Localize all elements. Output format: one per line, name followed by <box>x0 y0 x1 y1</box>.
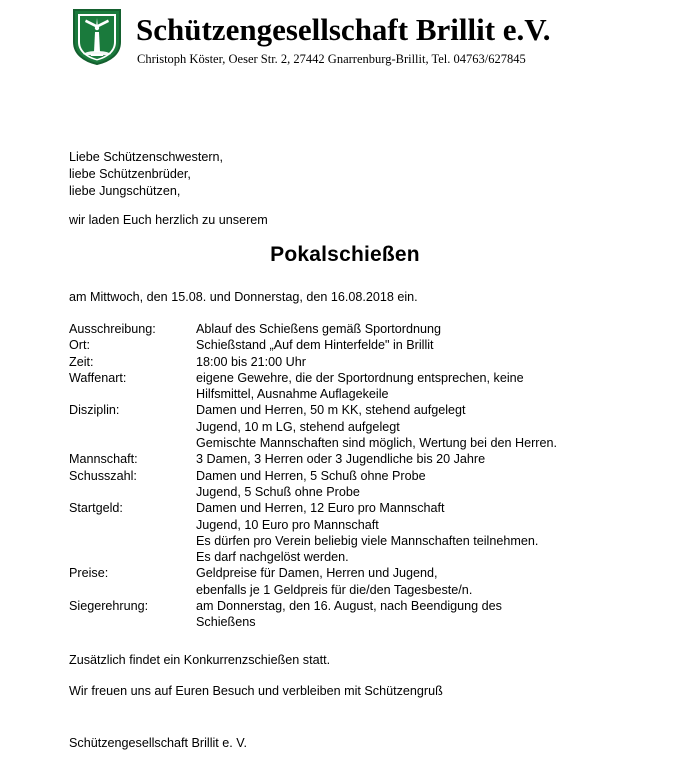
detail-value-line: Damen und Herren, 5 Schuß ohne Probe <box>196 468 426 483</box>
detail-row <box>69 598 629 631</box>
detail-row <box>69 321 629 337</box>
detail-label: Disziplin: <box>69 403 120 418</box>
event-details-table <box>69 321 629 631</box>
detail-value-line: Geldpreise für Damen, Herren und Jugend, <box>196 566 438 581</box>
detail-value-line: Ablauf des Schießens gemäß Sportordnung <box>196 322 442 336</box>
closing-greeting: Wir freuen uns auf Euren Besuch und verbleiben mit Schützengruß <box>69 684 443 698</box>
detail-value-line: Damen und Herren, 12 Euro pro Mannschaft <box>196 501 445 516</box>
detail-row <box>69 354 629 370</box>
detail-value-line: Jugend, 10 Euro pro Mannschaft <box>196 517 379 532</box>
shooting-club-crest-icon <box>72 8 122 66</box>
detail-value-line: Es darf nachgelöst werden. <box>196 550 349 565</box>
invitation-intro: wir laden Euch herzlich zu unserem <box>69 213 268 227</box>
detail-value-line: Hilfsmittel, Ausnahme Auflagekeile <box>196 387 389 402</box>
detail-value-line: 3 Damen, 3 Herren oder 3 Jugendliche bis 20 Jahre <box>196 452 486 467</box>
event-dateline: am Mittwoch, den 15.08. und Donnerstag, den 16.08.2018 ein. <box>69 290 418 304</box>
salutation-line-3: liebe Jungschützen, <box>69 184 181 198</box>
detail-row <box>69 402 629 451</box>
closing-note: Zusätzlich findet ein Konkurrenzschießen statt. <box>69 653 331 667</box>
detail-label: Mannschaft: <box>69 452 138 467</box>
detail-label: Preise: <box>69 566 109 581</box>
detail-row <box>69 370 629 403</box>
detail-value <box>196 468 629 501</box>
detail-value-line: Schießens <box>196 615 256 630</box>
detail-value-line: Gemischte Mannschaften sind möglich, Wertung bei den Herren. <box>196 436 557 451</box>
detail-value <box>196 321 629 337</box>
detail-value <box>196 500 629 565</box>
detail-value-line: Jugend, 5 Schuß ohne Probe <box>196 484 360 499</box>
detail-value-line: ebenfalls je 1 Geldpreis für die/den Tagesbeste/n. <box>196 582 473 597</box>
detail-value <box>196 354 629 370</box>
detail-label: Startgeld: <box>69 501 123 516</box>
detail-label: Siegerehrung: <box>69 599 149 614</box>
event-title-text: Pokalschießen <box>270 243 420 266</box>
detail-value <box>196 451 629 467</box>
detail-label: Ausschreibung: <box>69 322 156 336</box>
signature-line: Schützengesellschaft Brillit e. V. <box>69 736 248 750</box>
salutation-block <box>69 149 223 200</box>
letterhead <box>0 0 676 86</box>
detail-label: Zeit: <box>69 354 94 369</box>
detail-value-line: eigene Gewehre, die der Sportordnung entsprechen, keine <box>196 370 524 385</box>
detail-value <box>196 565 629 598</box>
detail-row <box>69 451 629 467</box>
detail-value-line: am Donnerstag, den 16. August, nach Beendigung des <box>196 599 502 614</box>
detail-value-line: 18:00 bis 21:00 Uhr <box>196 354 306 369</box>
detail-label: Ort: <box>69 338 90 353</box>
detail-row <box>69 468 629 501</box>
detail-value-line: Damen und Herren, 50 m KK, stehend aufgelegt <box>196 403 466 418</box>
detail-value <box>196 370 629 403</box>
detail-row <box>69 565 629 598</box>
detail-row <box>69 337 629 353</box>
detail-value <box>196 598 629 631</box>
salutation-line-1: Liebe Schützenschwestern, <box>69 150 224 164</box>
salutation-line-2: liebe Schützenbrüder, <box>69 167 191 181</box>
detail-value-line: Jugend, 10 m LG, stehend aufgelegt <box>196 419 400 434</box>
detail-row <box>69 500 629 565</box>
event-title <box>0 243 676 267</box>
organization-contact: Christoph Köster, Oeser Str. 2, 27442 Gnarrenburg-Brillit, Tel. 04763/627845 <box>137 52 526 66</box>
detail-label: Waffenart: <box>69 370 127 385</box>
detail-label: Schusszahl: <box>69 468 137 483</box>
organization-title: Schützengesellschaft Brillit e.V. <box>136 12 551 47</box>
detail-value-line: Schießstand „Auf dem Hinterfelde" in Brillit <box>196 338 434 353</box>
detail-value-line: Es dürfen pro Verein beliebig viele Mannschaften teilnehmen. <box>196 533 539 548</box>
detail-value <box>196 337 629 353</box>
detail-value <box>196 402 629 451</box>
